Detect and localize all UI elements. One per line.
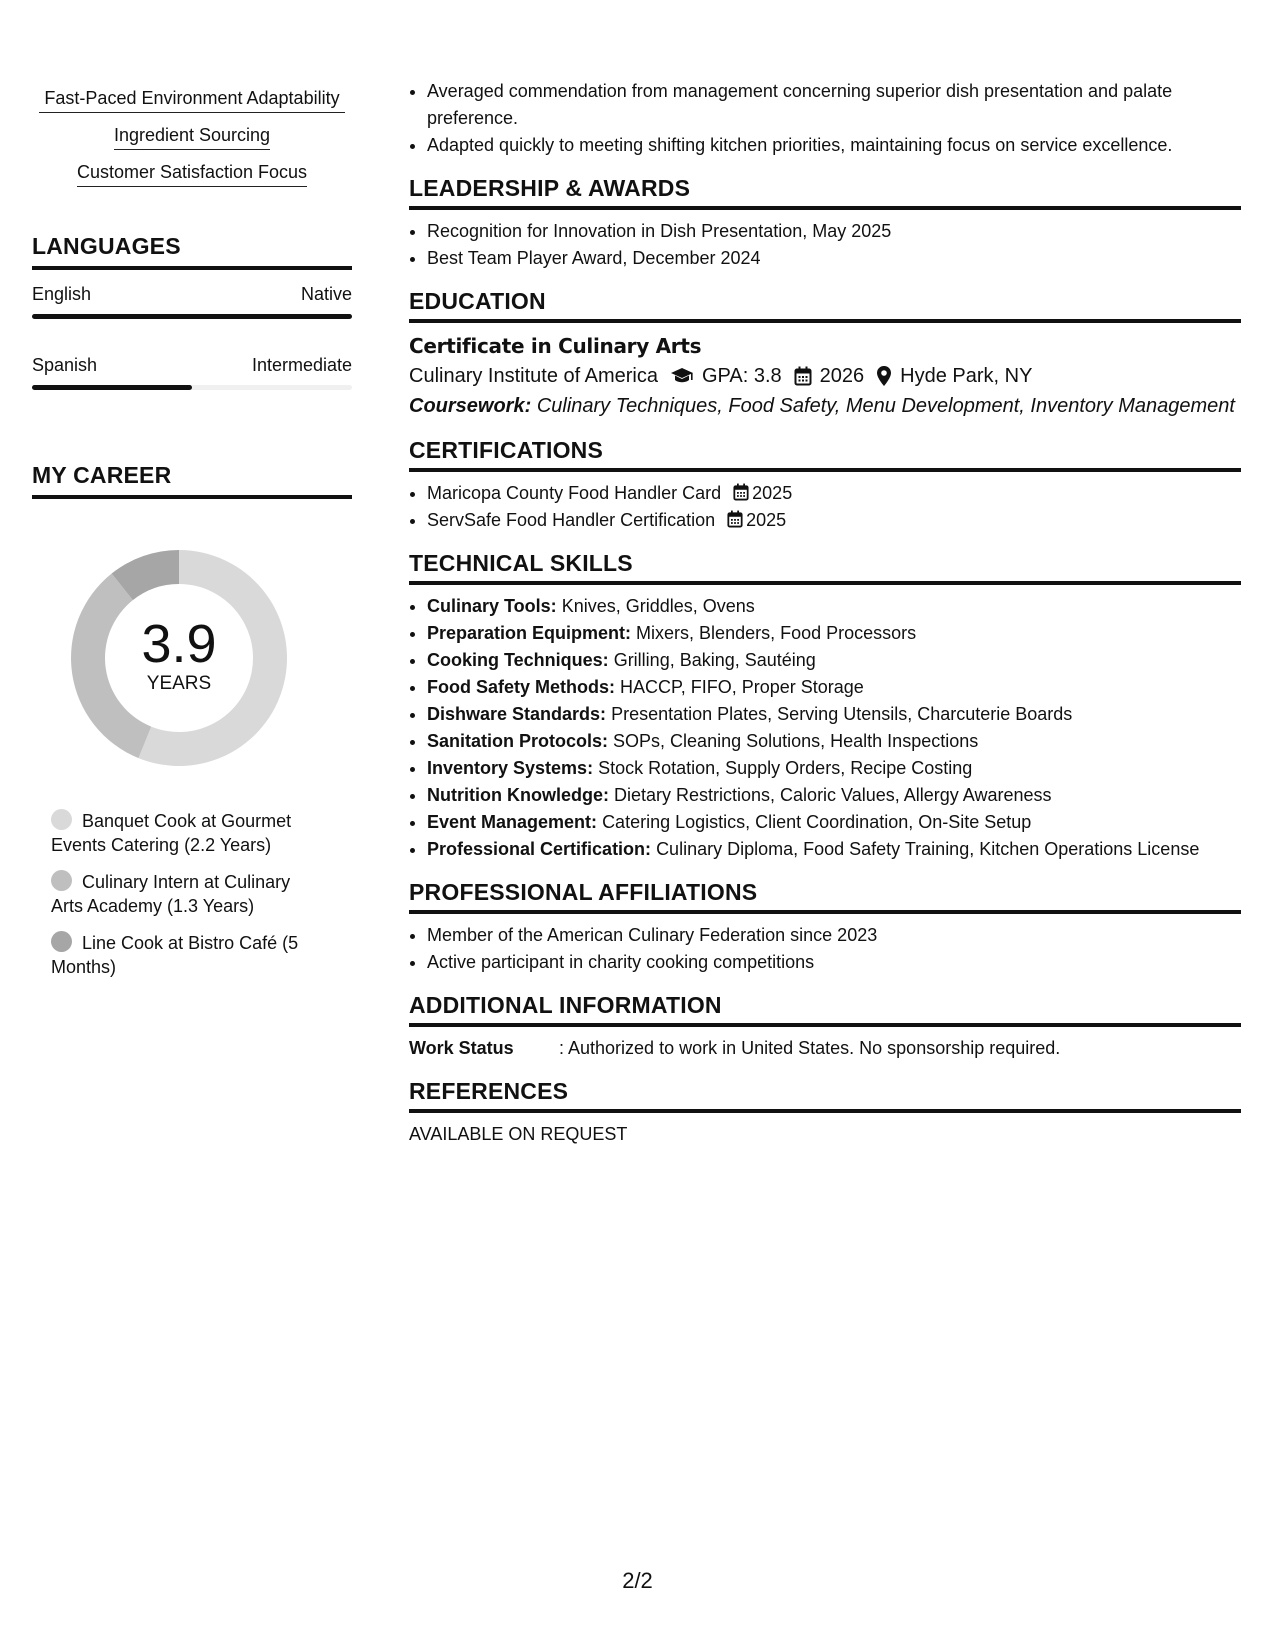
language-row bbox=[32, 353, 352, 377]
skill-label: Dishware Standards: bbox=[427, 704, 607, 724]
sidebar bbox=[32, 86, 352, 992]
list-item: • Adapted quickly to meeting shifting kitchen priorities, maintaining focus on service excellence. bbox=[427, 132, 1241, 159]
language-proficiency-bar bbox=[32, 385, 352, 390]
work-status-label: Work Status bbox=[409, 1038, 514, 1058]
list-item: • Member of the American Culinary Federation since 2023 bbox=[427, 922, 1241, 949]
list-item bbox=[427, 480, 1241, 507]
list-item bbox=[427, 593, 1241, 620]
technical-skills-heading: TECHNICAL SKILLS bbox=[409, 548, 1241, 585]
certification-name: Maricopa County Food Handler Card bbox=[427, 483, 722, 503]
certification-year: 2025 bbox=[746, 510, 787, 530]
skill-label: Nutrition Knowledge: bbox=[427, 785, 609, 805]
skill-item: Ingredient Sourcing bbox=[114, 123, 270, 150]
career-legend-item bbox=[51, 809, 321, 857]
list-item bbox=[427, 507, 1241, 534]
list-item bbox=[427, 647, 1241, 674]
list-item bbox=[427, 728, 1241, 755]
certifications-heading: CERTIFICATIONS bbox=[409, 435, 1241, 472]
career-legend bbox=[32, 809, 352, 979]
technical-skills-list bbox=[409, 593, 1241, 863]
legend-color-dot-icon bbox=[51, 931, 72, 952]
skill-value: Catering Logistics, Client Coordination, On-Site Setup bbox=[602, 812, 1032, 832]
list-item: • Averaged commendation from management concerning superior dish presentation and palate preference. bbox=[427, 78, 1241, 132]
list-item bbox=[427, 809, 1241, 836]
list-item bbox=[427, 701, 1241, 728]
education-gpa: GPA: 3.8 bbox=[702, 365, 782, 387]
certifications-list bbox=[409, 480, 1241, 534]
language-name: Spanish bbox=[32, 355, 98, 375]
graduation-cap-icon bbox=[670, 366, 694, 386]
skill-label: Professional Certification: bbox=[427, 839, 652, 859]
list-item bbox=[427, 674, 1241, 701]
skill-value: Presentation Plates, Serving Utensils, Charcuterie Boards bbox=[611, 704, 1073, 724]
list-item bbox=[427, 620, 1241, 647]
skill-label: Inventory Systems: bbox=[427, 758, 594, 778]
references-text: AVAILABLE ON REQUEST bbox=[409, 1124, 628, 1144]
language-name: English bbox=[32, 284, 92, 304]
skill-value: Knives, Griddles, Ovens bbox=[561, 596, 755, 616]
career-legend-label: Culinary Intern at Culinary Arts Academy (1.3 Years) bbox=[51, 872, 291, 916]
skill-value: Stock Rotation, Supply Orders, Recipe Costing bbox=[598, 758, 973, 778]
language-proficiency-fill bbox=[32, 385, 192, 390]
calendar-icon bbox=[733, 483, 749, 501]
list-item: • Recognition for Innovation in Dish Presentation, May 2025 bbox=[427, 218, 1241, 245]
skill-item: Customer Satisfaction Focus bbox=[77, 160, 307, 187]
language-level: Intermediate bbox=[251, 355, 352, 375]
affiliations-heading: PROFESSIONAL AFFILIATIONS bbox=[409, 877, 1241, 914]
calendar-icon bbox=[794, 366, 812, 386]
leadership-heading: LEADERSHIP & AWARDS bbox=[409, 173, 1241, 210]
work-status-value: : Authorized to work in United States. No sponsorship required. bbox=[559, 1038, 1061, 1058]
soft-skills-list bbox=[32, 86, 352, 187]
main-content bbox=[409, 78, 1241, 1148]
education-year: 2026 bbox=[819, 365, 865, 387]
career-legend-item bbox=[51, 931, 321, 979]
skill-label: Culinary Tools: bbox=[427, 596, 557, 616]
skill-label: Preparation Equipment: bbox=[427, 623, 632, 643]
skill-value: Mixers, Blenders, Food Processors bbox=[636, 623, 917, 643]
languages-list bbox=[32, 282, 352, 390]
education-details bbox=[409, 361, 1241, 391]
career-legend-label: Banquet Cook at Gourmet Events Catering (2.2 Years) bbox=[51, 811, 292, 855]
list-item: • Active participant in charity cooking competitions bbox=[427, 949, 1241, 976]
skill-label: Cooking Techniques: bbox=[427, 650, 609, 670]
language-proficiency-fill bbox=[32, 314, 352, 319]
leadership-list bbox=[409, 218, 1241, 272]
languages-heading: LANGUAGES bbox=[32, 233, 352, 270]
skill-value: Grilling, Baking, Sautéing bbox=[613, 650, 816, 670]
location-pin-icon bbox=[876, 365, 892, 387]
affiliations-list bbox=[409, 922, 1241, 976]
list-item bbox=[427, 836, 1241, 863]
references-heading: REFERENCES bbox=[409, 1076, 1241, 1113]
career-total-years: 3.9 bbox=[141, 614, 217, 674]
skill-value: SOPs, Cleaning Solutions, Health Inspections bbox=[613, 731, 979, 751]
skill-value: Culinary Diploma, Food Safety Training, Kitchen Operations License bbox=[656, 839, 1200, 859]
experience-bullets bbox=[409, 78, 1241, 159]
list-item: • Best Team Player Award, December 2024 bbox=[427, 245, 1241, 272]
education-heading: EDUCATION bbox=[409, 286, 1241, 323]
certification-name: ServSafe Food Handler Certification bbox=[427, 510, 716, 530]
career-total-unit: YEARS bbox=[146, 673, 212, 694]
career-legend-label: Line Cook at Bistro Café (5 Months) bbox=[51, 933, 299, 977]
calendar-icon bbox=[727, 510, 743, 528]
page-number: 2/2 bbox=[622, 1568, 653, 1593]
career-donut-center bbox=[64, 543, 294, 773]
skill-item: Fast-Paced Environment Adaptability bbox=[39, 86, 345, 113]
certification-year: 2025 bbox=[752, 483, 793, 503]
work-status-row bbox=[409, 1035, 1241, 1062]
education-location: Hyde Park, NY bbox=[900, 365, 1033, 387]
career-heading: MY CAREER bbox=[32, 462, 352, 499]
education-school: Culinary Institute of America bbox=[409, 365, 658, 387]
skill-value: HACCP, FIFO, Proper Storage bbox=[620, 677, 864, 697]
legend-color-dot-icon bbox=[51, 809, 72, 830]
coursework-value: Culinary Techniques, Food Safety, Menu Development, Inventory Management bbox=[536, 395, 1235, 417]
coursework-label: Coursework: bbox=[409, 395, 532, 417]
language-proficiency-bar bbox=[32, 314, 352, 319]
career-donut-chart bbox=[64, 543, 294, 773]
list-item bbox=[427, 755, 1241, 782]
list-item bbox=[427, 782, 1241, 809]
additional-info-heading: ADDITIONAL INFORMATION bbox=[409, 990, 1241, 1027]
language-row bbox=[32, 282, 352, 306]
education-coursework bbox=[409, 391, 1241, 421]
skill-value: Dietary Restrictions, Caloric Values, Allergy Awareness bbox=[614, 785, 1052, 805]
legend-color-dot-icon bbox=[51, 870, 72, 891]
skill-label: Food Safety Methods: bbox=[427, 677, 615, 697]
skill-label: Sanitation Protocols: bbox=[427, 731, 609, 751]
language-level: Native bbox=[300, 284, 352, 304]
career-legend-item bbox=[51, 870, 321, 918]
skill-label: Event Management: bbox=[427, 812, 598, 832]
education-degree: Certificate in Culinary Arts bbox=[409, 334, 702, 358]
